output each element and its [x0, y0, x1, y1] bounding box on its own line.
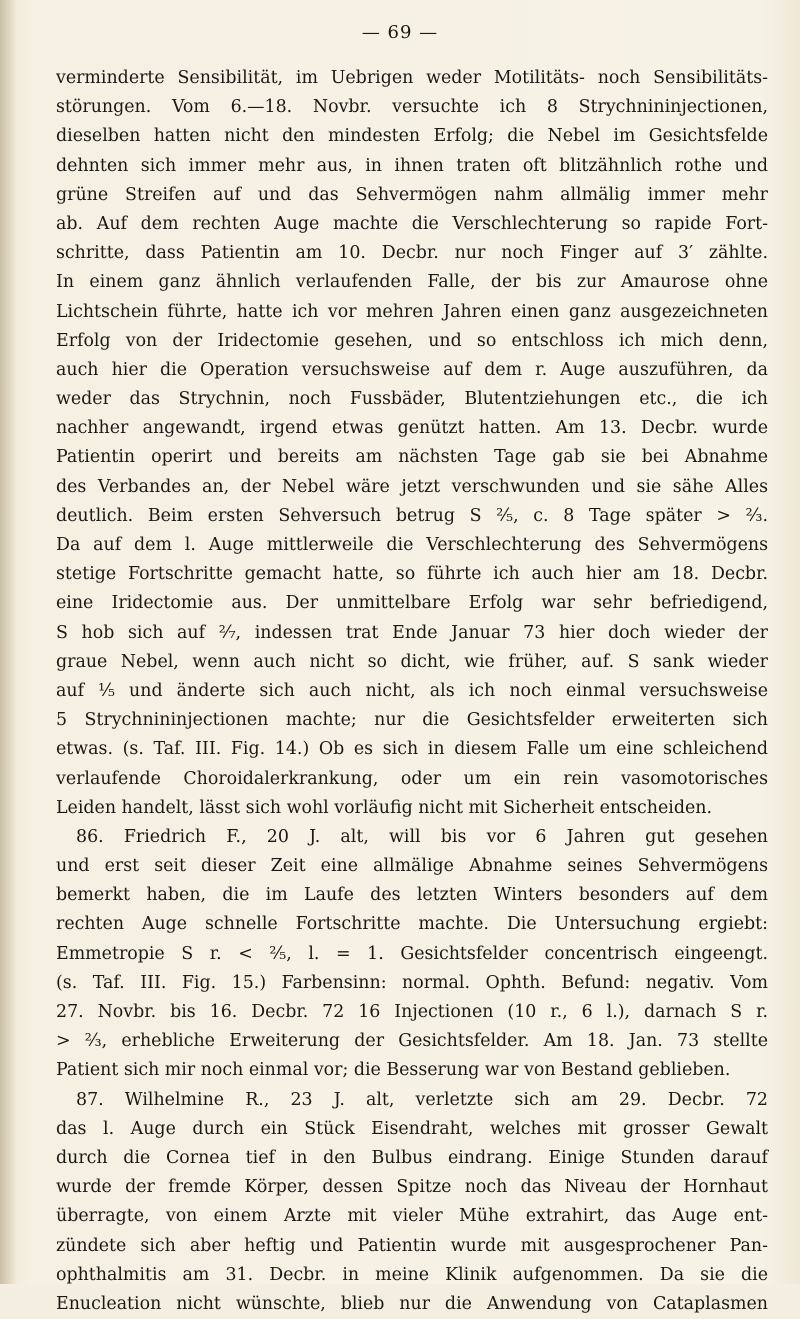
paragraph-end-line: Patient sich mir noch einmal vor; die Besserung war von Bestand geblieben. [56, 1060, 731, 1081]
text-line: durch die Cornea tief in den Bulbus eindrang. Einige Stunden darauf [56, 1147, 768, 1168]
text-line: 27. Novbr. bis 16. Decbr. 72 16 Injectionen (10 r., 6 l.), darnach S r. [56, 1002, 768, 1022]
text-line: ophthalmitis am 31. Decbr. in meine Klinik aufgenommen. Da sie die [56, 1264, 768, 1285]
body-text [56, 64, 768, 1319]
text-line: In einem ganz ähnlich verlaufenden Falle, der bis zur Amaurose ohne [56, 272, 768, 293]
text-line: 5 Strychnininjectionen machte; nur die Gesichtsfelder erweiterten sich [56, 710, 768, 731]
text-line: eine Iridectomie aus. Der unmittelbare Erfolg war sehr befriedigend, [56, 593, 768, 614]
text-line: bemerkt haben, die im Laufe des letzten Winters besonders auf dem [56, 885, 768, 906]
text-line: das l. Auge durch ein Stück Eisendraht, welches mit grosser Gewalt [56, 1118, 768, 1139]
text-line: nachher angewandt, irgend etwas genützt hatten. Am 13. Decbr. wurde [56, 418, 768, 439]
text-line: Erfolg von der Iridectomie gesehen, und so entschloss ich mich denn, [56, 330, 768, 351]
text-line: > ²⁄₃, erhebliche Erweiterung der Gesichtsfelder. Am 18. Jan. 73 stellte [56, 1031, 768, 1052]
text-line: störungen. Vom 6.—18. Novbr. versuchte ich 8 Strychnininjectionen, [56, 97, 768, 118]
text-line: Enucleation nicht wünschte, blieb nur die Anwendung von Cataplasmen [56, 1293, 768, 1314]
text-line: überragte, von einem Arzte mit vieler Mühe extrahirt, das Auge ent- [56, 1206, 768, 1227]
text-line: stetige Fortschritte gemacht hatte, so führte ich auch hier am 18. Decbr. [56, 564, 768, 585]
paragraph-end-line: Leiden handelt, lässt sich wohl vorläufig nicht mit Sicherheit entscheiden. [56, 797, 712, 818]
text-line: Lichtschein führte, hatte ich vor mehren Jahren einen ganz ausgezeichneten [56, 301, 768, 322]
text-line: verlaufende Choroidalerkrankung, oder um ein rein vasomotorisches [56, 768, 768, 789]
text-line: verminderte Sensibilität, im Uebrigen weder Motilitäts- noch Sensibilitäts- [56, 68, 768, 88]
text-line: zündete sich aber heftig und Patientin wurde mit ausgesprochener Pan- [56, 1235, 768, 1256]
text-line: Da auf dem l. Auge mittlerweile die Verschlechterung des Sehvermögens [56, 535, 768, 555]
text-line: S hob sich auf ²⁄₇, indessen trat Ende Januar 73 hier doch wieder der [56, 622, 768, 643]
text-line: wurde der fremde Körper, dessen Spitze noch das Niveau der Hornhaut [56, 1177, 768, 1198]
text-line: ab. Auf dem rechten Auge machte die Verschlechterung so rapide Fort- [56, 213, 768, 234]
text-line: (s. Taf. III. Fig. 15.) Farbensinn: normal. Ophth. Befund: negativ. Vom [56, 972, 768, 993]
text-line: deutlich. Beim ersten Sehversuch betrug S ²⁄₅, c. 8 Tage später > ²⁄₃. [56, 505, 768, 526]
page-gutter-shadow [0, 0, 16, 1284]
text-line: dehnten sich immer mehr aus, in ihnen traten oft blitzähnlich rothe und [56, 155, 768, 176]
page-number: — 69 — [361, 22, 439, 43]
text-line: schritte, dass Patientin am 10. Decbr. nur noch Finger auf 3′ zählte. [56, 243, 768, 264]
text-line: Emmetropie S r. < ²⁄₅, l. = 1. Gesichtsfelder concentrisch eingeengt. [56, 943, 768, 964]
case-86-heading-line: 86. Friedrich F., 20 J. alt, will bis vor 6 Jahren gut gesehen [76, 826, 768, 847]
text-line: rechten Auge schnelle Fortschritte machte. Die Untersuchung ergiebt: [56, 914, 768, 935]
text-line: weder das Strychnin, noch Fussbäder, Blutentziehungen etc., die ich [56, 389, 768, 410]
text-line: auf ¹⁄₅ und änderte sich auch nicht, als ich noch einmal versuchsweise [56, 680, 768, 701]
text-line: etwas. (s. Taf. III. Fig. 14.) Ob es sich in diesem Falle um eine schleichend [56, 739, 768, 760]
case-87-heading-line: 87. Wilhelmine R., 23 J. alt, verletzte sich am 29. Decbr. 72 [76, 1089, 768, 1110]
text-line: des Verbandes an, der Nebel wäre jetzt verschwunden und sie sähe Alles [56, 476, 768, 497]
text-line: und erst seit dieser Zeit eine allmälige Abnahme seines Sehvermögens [56, 856, 768, 877]
text-line: grüne Streifen auf und das Sehvermögen nahm allmälig immer mehr [56, 184, 768, 205]
text-line: dieselben hatten nicht den mindesten Erfolg; die Nebel im Gesichtsfelde [56, 126, 768, 147]
text-line: Patientin operirt und bereits am nächsten Tage gab sie bei Abnahme [56, 447, 768, 468]
text-line: auch hier die Operation versuchsweise auf dem r. Auge auszuführen, da [56, 359, 768, 380]
text-line: graue Nebel, wenn auch nicht so dicht, wie früher, auf. S sank wieder [56, 651, 768, 672]
